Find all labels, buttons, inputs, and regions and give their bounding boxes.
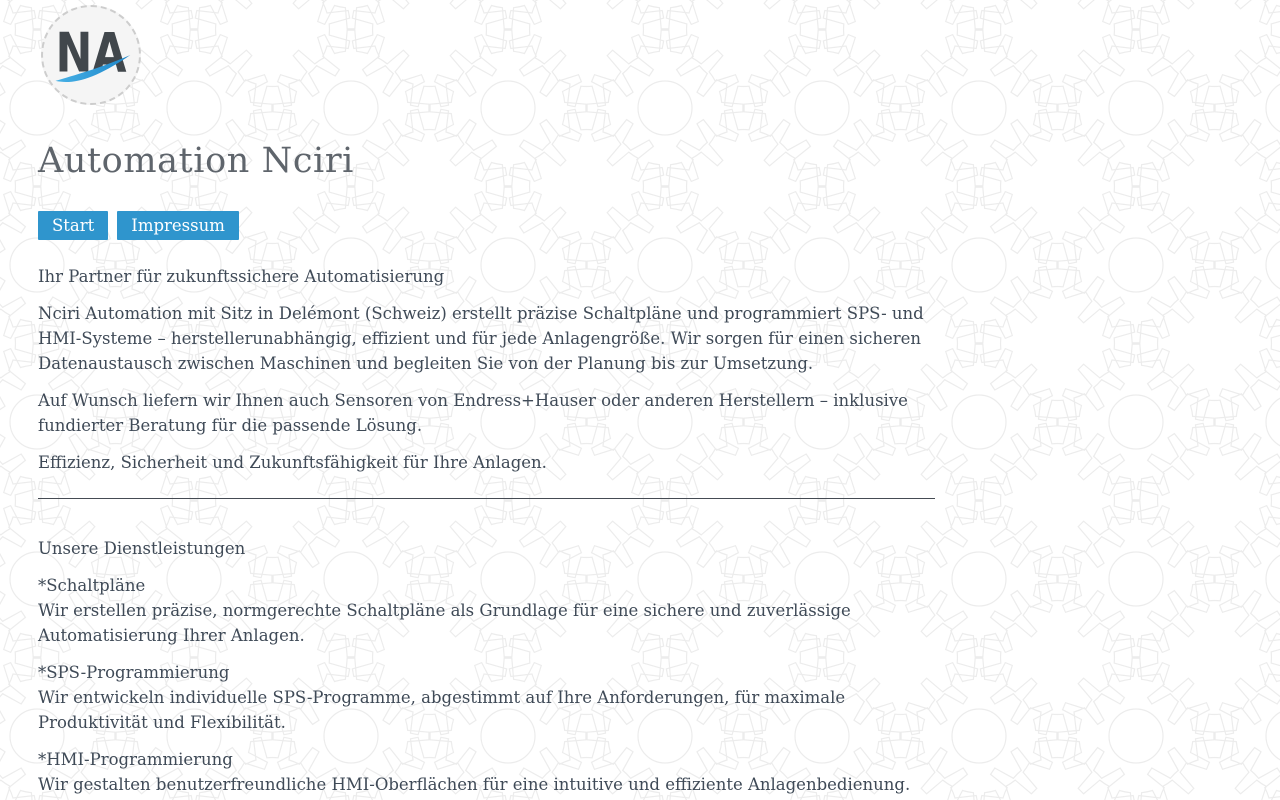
service-title: *HMI-Programmierung [38, 750, 233, 769]
intro-paragraph-3: Effizienz, Sicherheit und Zukunftsfähigkeit für Ihre Anlagen. [38, 453, 547, 472]
intro-tagline: Ihr Partner für zukunftssichere Automatisierung [38, 267, 445, 286]
logo-monogram-text: NA [55, 20, 128, 85]
service-item-hmi [38, 747, 938, 797]
service-item-schaltplaene [38, 573, 938, 648]
services-heading: Unsere Dienstleistungen [38, 539, 246, 558]
service-title: *Schaltpläne [38, 576, 146, 595]
service-title: *SPS-Programmierung [38, 663, 230, 682]
page-content [38, 0, 938, 797]
na-monogram-icon [43, 7, 139, 103]
service-description: Wir entwickeln individuelle SPS-Programme, abgestimmt auf Ihre Anforderungen, für maximale Produktivität und Flexibilität. [38, 688, 846, 732]
nav-button-impressum[interactable]: Impressum [117, 211, 239, 240]
service-item-sps [38, 660, 938, 735]
page-title: Automation Nciri [38, 141, 354, 181]
intro-paragraph-1: Nciri Automation mit Sitz in Delémont (Schweiz) erstellt präzise Schaltpläne und programmiert SPS- und HMI-Systeme – herstellerunabhängig, effizient und für jede Anlagengröße. Wir sorgen für einen sicheren Datenaustausch zwischen Maschinen und begleiten Sie von der Planung bis zur Umsetzung. [38, 304, 924, 373]
site-logo[interactable] [41, 5, 141, 105]
main-nav [38, 211, 938, 240]
service-description: Wir gestalten benutzerfreundliche HMI-Oberflächen für eine intuitive und effiziente Anlagenbedienung. [38, 775, 911, 794]
nav-button-start[interactable]: Start [38, 211, 108, 240]
intro-paragraph-2: Auf Wunsch liefern wir Ihnen auch Sensoren von Endress+Hauser oder anderen Herstellern – inklusive fundierter Beratung für die passende Lösung. [38, 391, 908, 435]
service-description: Wir erstellen präzise, normgerechte Schaltpläne als Grundlage für eine sichere und zuverlässige Automatisierung Ihrer Anlagen. [38, 601, 851, 645]
section-divider [38, 498, 935, 499]
